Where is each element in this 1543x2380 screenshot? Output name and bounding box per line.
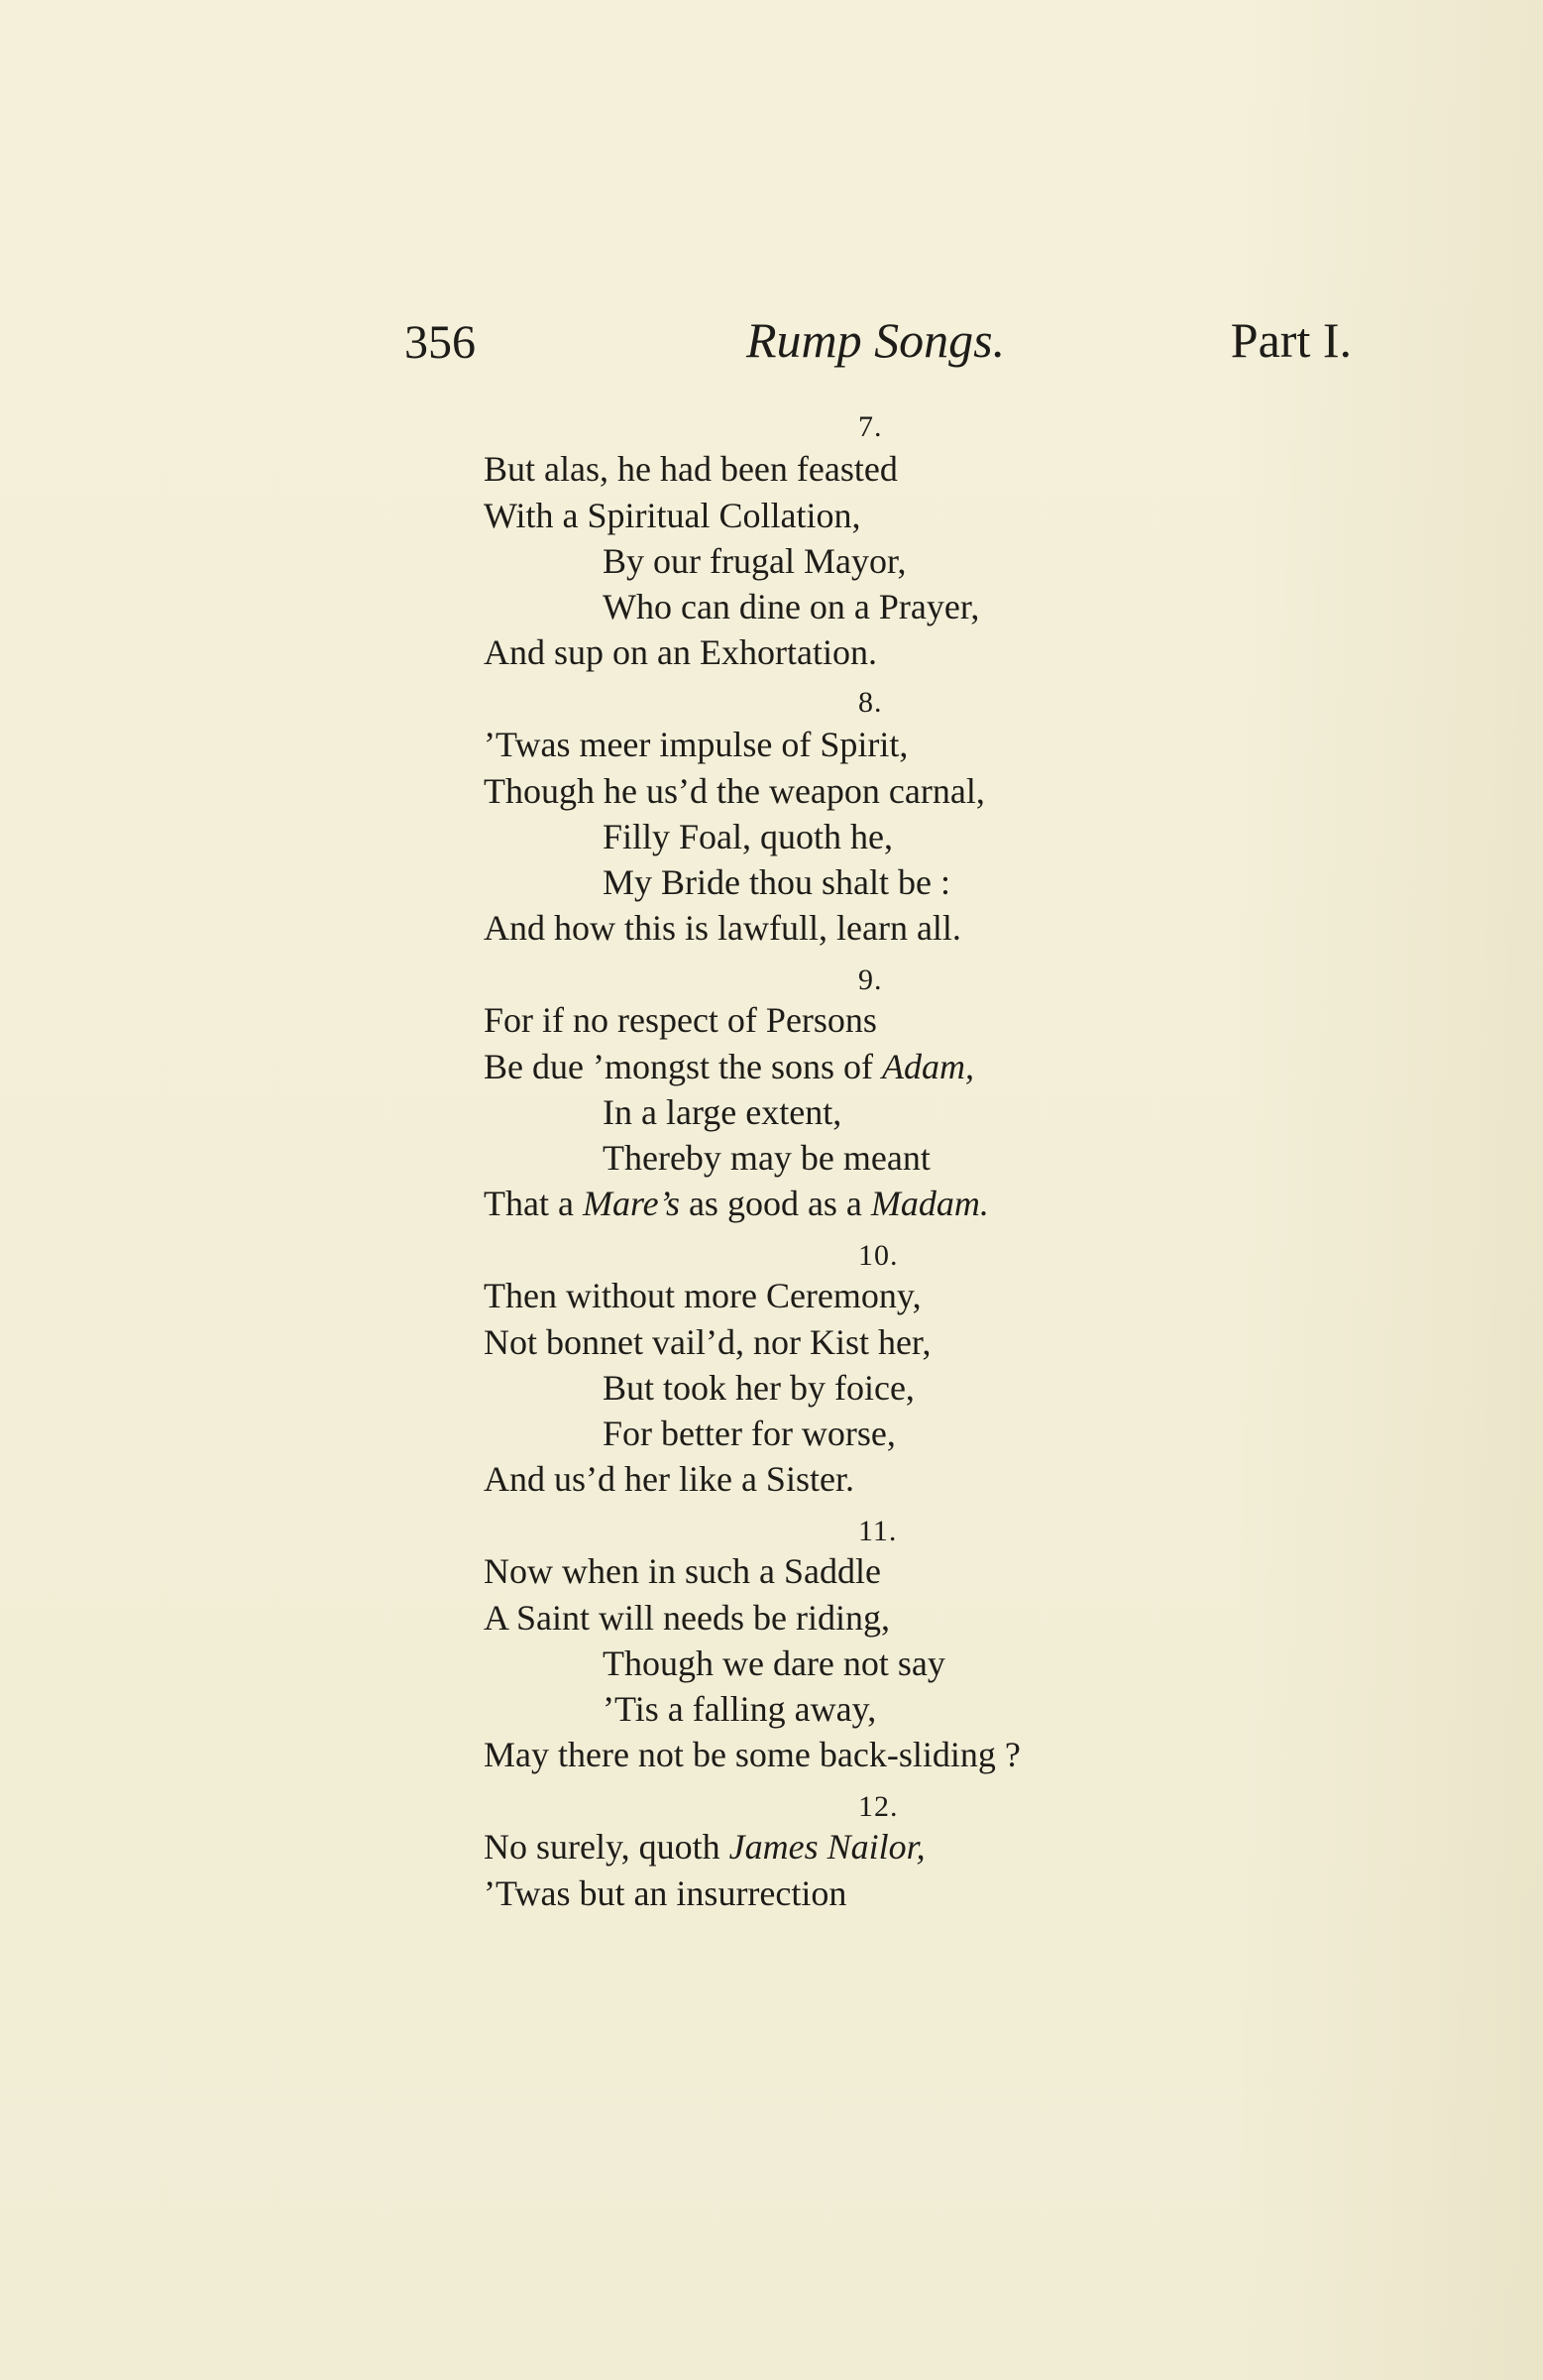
stanza-number: 8. — [858, 686, 883, 719]
italic-name: Mare’s — [582, 1184, 680, 1223]
verse-text: as good as a — [679, 1184, 871, 1223]
verse-line: For better for worse, — [603, 1414, 896, 1453]
verse-line: Though we dare not say — [603, 1643, 945, 1683]
verse-line: A Saint will needs be riding, — [484, 1598, 890, 1638]
verse-line: For if no respect of Persons — [484, 1000, 877, 1040]
page-header — [404, 307, 1356, 377]
stanza-number: 12. — [858, 1790, 899, 1823]
verse-line: ’Twas but an insurrection — [484, 1873, 847, 1913]
stanza-number: 7. — [858, 410, 883, 443]
stanza-number: 10. — [858, 1239, 899, 1272]
verse-line: My Bride thou shalt be : — [603, 862, 950, 902]
verse-line: And how this is lawfull, learn all. — [484, 908, 961, 948]
verse-line: ’Twas meer impulse of Spirit, — [484, 725, 909, 764]
verse-line: May there not be some back-sliding ? — [484, 1735, 1021, 1774]
verse-line: With a Spiritual Collation, — [484, 496, 861, 535]
verse-line: Filly Foal, quoth he, — [603, 817, 894, 856]
verse-line: Thereby may be meant — [603, 1138, 931, 1178]
verse-line — [484, 1046, 974, 1087]
page-number: 356 — [404, 316, 476, 369]
verse-line: Though he us’d the weapon carnal, — [484, 771, 985, 811]
italic-name: James Nailor, — [728, 1827, 926, 1867]
italic-name: Adam, — [881, 1047, 974, 1086]
verse-line: But took her by foice, — [603, 1368, 915, 1408]
verse-line — [484, 1183, 989, 1224]
verse-text: Be due ’mongst the sons of — [484, 1047, 882, 1086]
verse-line: Now when in such a Saddle — [484, 1551, 881, 1591]
verse-line: In a large extent, — [603, 1092, 842, 1132]
stanza-number: 11. — [858, 1515, 898, 1547]
verse-line: Then without more Ceremony, — [484, 1276, 922, 1315]
verse-line: But alas, he had been feasted — [484, 449, 898, 489]
verse-line — [484, 1826, 926, 1868]
verse-line: And us’d her like a Sister. — [484, 1459, 854, 1499]
verse-line: ’Tis a falling away, — [603, 1689, 877, 1729]
stanza-number: 9. — [858, 963, 883, 996]
verse-text: That a — [484, 1184, 583, 1223]
italic-name: Madam. — [870, 1184, 989, 1223]
verse-line: Not bonnet vail’d, nor Kist her, — [484, 1322, 932, 1362]
section-label: Part I. — [1230, 312, 1352, 368]
verse-line: By our frugal Mayor, — [603, 541, 907, 581]
verse-line: Who can dine on a Prayer, — [603, 587, 980, 626]
running-title: Rump Songs. — [746, 312, 1006, 368]
verse-line: And sup on an Exhortation. — [484, 632, 877, 672]
verse-text: No surely, quoth — [484, 1827, 729, 1867]
